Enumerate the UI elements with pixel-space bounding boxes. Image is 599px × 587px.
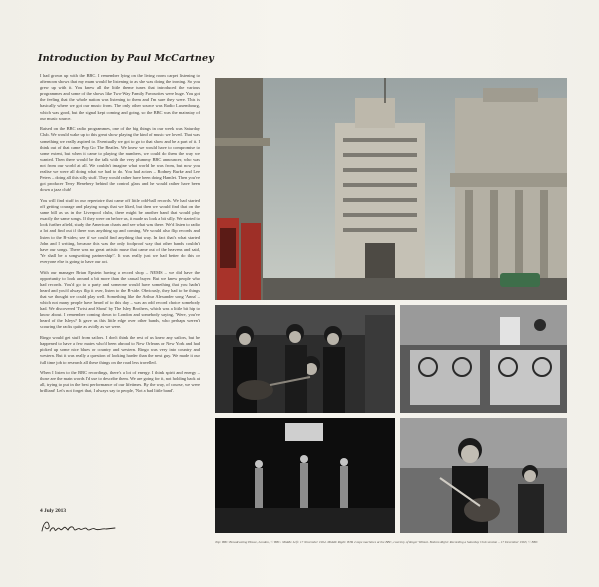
paragraph: You will find stuff in our repertoire that came off little odd-ball records. We had started off getting courage and playing songs that we liked, but then we would find that on the same bill as us in the Liverpool clubs, there might be another band that would play exactly the same songs. If they were on before us, it made us look a bit silly. We started to look further afield, study the American charts and see what was there. We'd listen to radio a lot and find out if there was anything up and coming. We would also flip records and listen to the B-sides; see if we could find anything that way. In fact that's what started John and I writing, because this was the only foolproof way that other bands couldn't have our songs. There was no great artistic muse that came out of the heavens and said, 'Ye shall be a songwriting partnership!'. It was really just we had better do this or everyone else is going to have our act. — [40, 197, 200, 264]
tape-machines-photo — [400, 305, 567, 413]
paragraph: Raised on the BBC radio programmes, one of the big things in our week was Saturday Club. We would wake up to this great show playing the kind of music we loved. That was something we really aspired to. Eventually we got to go to that show and be a part of it. I think out of that came Pop Go The Beatles. We knew we would have to compromise to some extent, but when it came to playing the numbers, we could do them the way we wanted. Then there would be the talk with the very plummy BBC announcer, who was not from our world at all. We couldn't imagine what world he was from, but now you realise we were all doing what we had to do. You had actors – Rodney Burke and Lee Peters – doing all this silly stuff. They would rather have been doing Hamlet. Then you've got producer Terry Henebery behind the control glass and he would rather have been down a jazz club! — [40, 126, 200, 193]
photo-caption: Top: BBC Broadcasting House, London, © BBC. Middle Left: 17 November 1964. Middle Right: BTR 2 tape machines at the BBC, courtesy of Roger Wilmot. Bottom Right: Recording a Saturday Club session – 17 December 1963, © BBC — [215, 540, 538, 544]
signature-image — [40, 517, 120, 537]
stage-performance-photo — [215, 418, 395, 533]
paragraph: Ringo would get stuff from sailors. I don't think the rest of us knew any sailors, but he happened to have a few mates who'd been abroad to New Orleans or New York and had picked up some nice blues or country and western. Ringo was very into country and western. But it was really a question of looking harder than the next guy. We made it our full time job to research all these things on the road less travelled. — [40, 335, 200, 365]
page-title: Introduction by Paul McCartney — [38, 53, 214, 64]
date: 4 July 2013 — [40, 508, 67, 514]
introduction-text — [40, 73, 200, 399]
paragraph: I had grown up with the BBC. I remember lying on the living room carpet listening to afternoon shows that my mum would be listening to as she was doing the ironing. So you grew up with it. You knew all the little theme tunes that introduced the various programmes and some of the shows like Two-Way Family Favourites were huge. You got the feeling that the whole nation was listening to them and I'm sure they were. This is basically where we got our music from. The only other source was Radio Luxembourg, which was good, but the signal kept coming and going, so the BBC was the mainstay of our music source. — [40, 73, 200, 121]
guitarist-session-photo — [400, 418, 567, 533]
paragraph: When I listen to the BBC recordings, there's a lot of energy. I think spirit and energy – those are the main words I'd use to describe them. We are going for it, not holding back at all, trying to put in the best performance of our lifetimes. By the way, of course, we were brilliant! Let's not forget that, I always say to people, 'Not a bad little band'. — [40, 370, 200, 394]
paragraph: With our manager Brian Epstein having a record shop – NEMS – we did have the opportunity to look around a bit more than the casual buyer. But we knew people who had records. You'd go to a party and someone would have something that you hadn't heard and you'd always flip it over, listen to the B-side. Obviously, they had to be things that we thought we could play well. Something like the Arthur Alexander song 'Anna' – which not many people have heard of to this day – was an odd record choice somebody had. We discovered 'Twist and Shout' by The Isley Brothers, which was a little bit hip to know about. I remember coming down to London and somebody saying, 'Were, you've heard of the Isleys? It gave us this little edge over other bands, who perhaps weren't scouring the racks quite as avidly as we were. — [40, 269, 200, 330]
broadcasting-house-photo — [215, 78, 567, 300]
band-portrait-photo — [215, 305, 395, 413]
